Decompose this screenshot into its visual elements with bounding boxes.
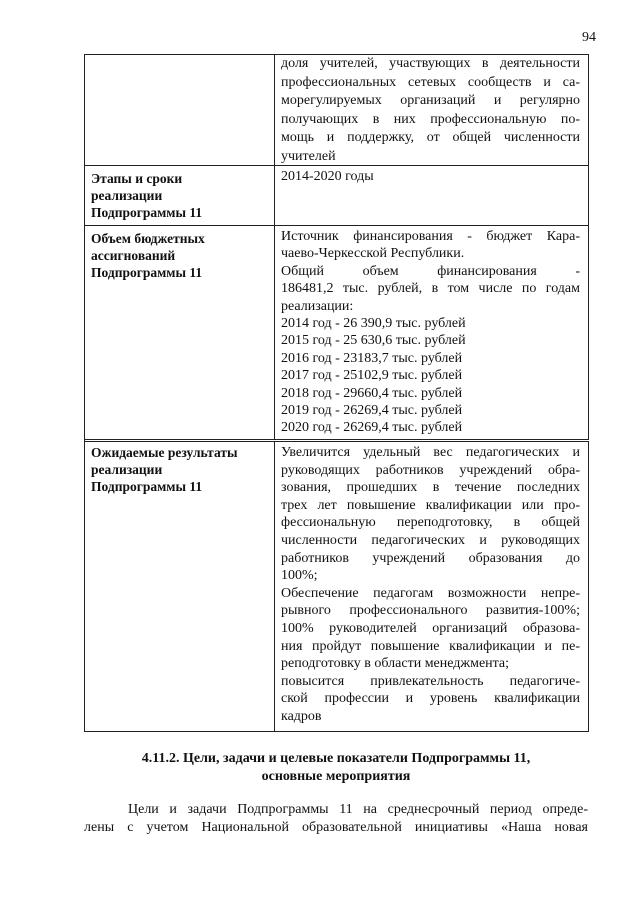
- text-line: морегулируемых организаций и регулярно: [281, 93, 580, 109]
- budget-year-line: 2015 год - 25 630,6 тыс. рублей: [281, 333, 466, 349]
- label-line: реализации: [91, 462, 163, 477]
- text-line: профессиональных сетевых сообществ и са-: [281, 74, 580, 90]
- table-row-teachers-share: [85, 55, 589, 166]
- text-line: 186481,2 тыс. рублей, в том числе по годам: [281, 281, 580, 297]
- section-heading-line: основные мероприятия: [261, 769, 411, 784]
- text-line: реализации:: [281, 298, 354, 314]
- subprogram-passport-table: [84, 54, 589, 732]
- paragraph-line: лены с учетом Национальной образовательной инициативы «Наша новая: [84, 820, 588, 835]
- text-line: получающих в них профессиональную по-: [281, 111, 580, 127]
- text-line: ской профессии и уровень квалификации: [281, 691, 580, 707]
- section-heading: [84, 750, 588, 786]
- text-line: реподготовку в области менеджмента;: [281, 656, 510, 672]
- text-line: работников учреждений образования до: [281, 550, 580, 566]
- text-line: чаево-Черкесской Республики.: [281, 246, 465, 262]
- table-row-value: [275, 55, 589, 165]
- text-line: руководящих работников учреждений обра-: [281, 462, 580, 478]
- text-line: зования, прошедших в течение последних: [281, 480, 580, 496]
- text-line: 2014-2020 годы: [281, 169, 374, 184]
- table-row-label: [85, 166, 275, 225]
- text-line: мощь и поддержку, от общей численности: [281, 130, 580, 146]
- text-line: 100% руководителей организаций образова-: [281, 620, 580, 636]
- text-line: Увеличится удельный вес педагогических и: [281, 445, 580, 460]
- budget-year-line: 2016 год - 23183,7 тыс. рублей: [281, 350, 463, 366]
- paragraph-line: Цели и задачи Подпрограммы 11 на среднесрочный период опреде-: [128, 802, 588, 817]
- text-line: Общий объем финансирования -: [281, 263, 580, 279]
- text-line: фессиональную переподготовку, в общей: [281, 515, 580, 531]
- text-line: повысится привлекательность педагогиче-: [281, 673, 580, 689]
- page-number: 94: [582, 30, 596, 45]
- label-line: Подпрограммы 11: [91, 265, 203, 280]
- label-line: ассигнований: [91, 248, 176, 263]
- label-line: Объем бюджетных: [91, 231, 205, 246]
- label-line: Подпрограммы 11: [91, 479, 203, 494]
- label-line: Ожидаемые результаты: [91, 445, 238, 460]
- section-heading-line: 4.11.2. Цели, задачи и целевые показатели Подпрограммы 11,: [141, 751, 531, 766]
- text-line: численности педагогических и руководящих: [281, 532, 580, 548]
- body-paragraph: [84, 801, 588, 837]
- table-row-label: [85, 226, 275, 439]
- table-row-value: [275, 226, 589, 439]
- table-row-budget: [85, 226, 589, 442]
- table-row-label: [85, 55, 275, 165]
- budget-year-line: 2014 год - 26 390,9 тыс. рублей: [281, 316, 466, 332]
- text-line: ния пройдут повышение квалификации и пе-: [281, 638, 580, 654]
- table-row-label: [85, 442, 275, 731]
- label-line: реализации: [91, 188, 163, 203]
- text-line: доля учителей, участвующих в деятельности: [281, 56, 580, 71]
- budget-year-line: 2017 год - 25102,9 тыс. рублей: [281, 368, 463, 384]
- label-line: Этапы и сроки: [91, 171, 183, 186]
- table-row-value: [275, 166, 589, 225]
- table-row-value: [275, 442, 589, 731]
- label-line: Подпрограммы 11: [91, 205, 203, 220]
- table-row-expected-results: [85, 442, 589, 732]
- text-line: учителей: [281, 148, 336, 164]
- text-line: Обеспечение педагогам возможности непре-: [281, 585, 580, 601]
- text-line: кадров: [281, 708, 322, 724]
- table-row-stages: [85, 166, 589, 226]
- text-line: Источник финансирования - бюджет Кара-: [281, 229, 580, 244]
- budget-year-line: 2018 год - 29660,4 тыс. рублей: [281, 385, 463, 401]
- budget-year-line: 2019 год - 26269,4 тыс. рублей: [281, 403, 463, 419]
- text-line: 100%;: [281, 568, 318, 584]
- text-line: рывного профессионального развития-100%;: [281, 603, 580, 619]
- budget-year-line: 2020 год - 26269,4 тыс. рублей: [281, 420, 463, 436]
- text-line: трех лет повышение квалификации или про-: [281, 497, 580, 513]
